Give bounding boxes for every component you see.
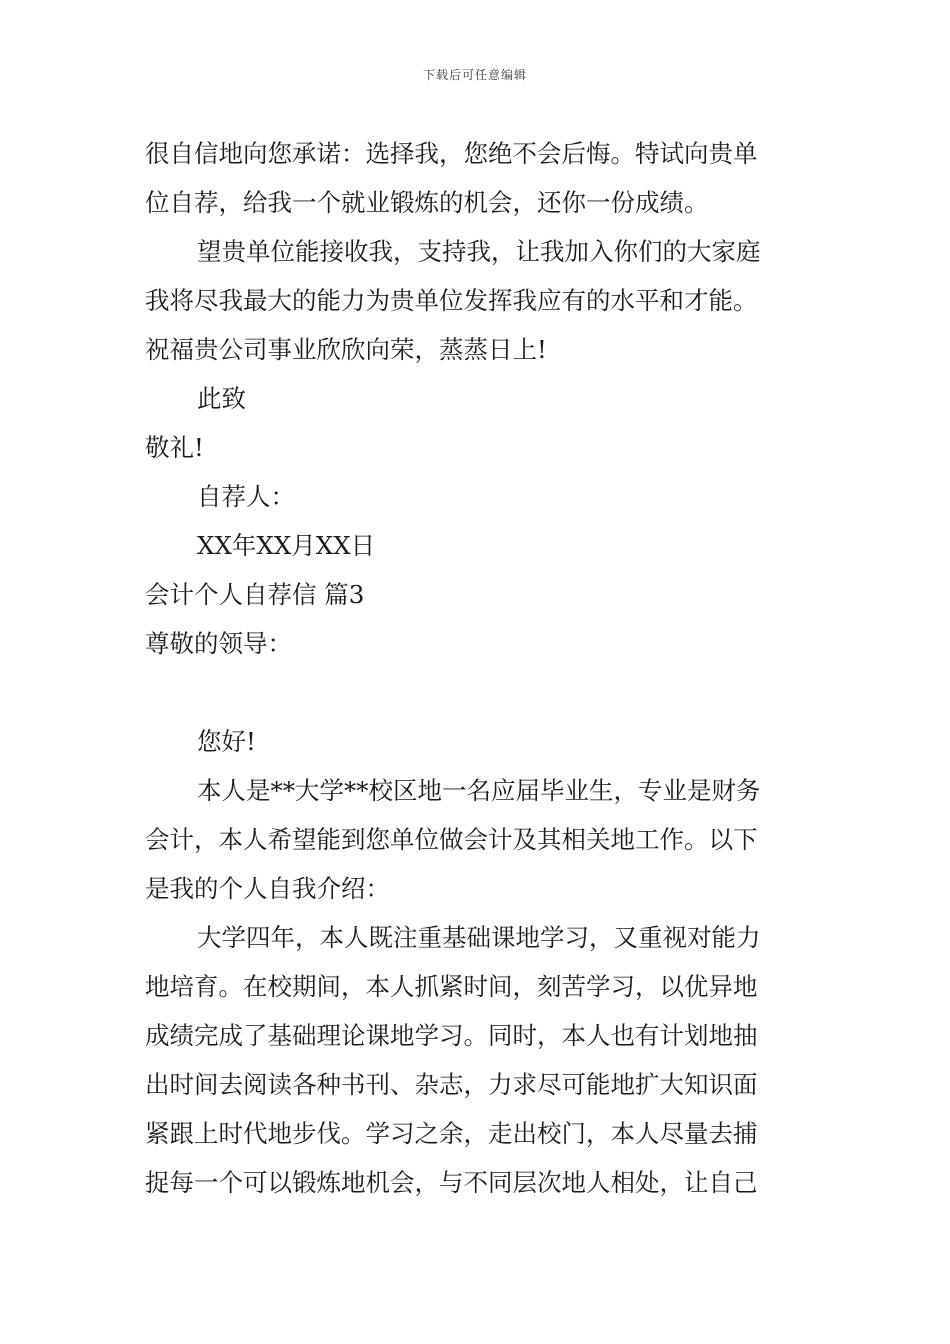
text-line: 成绩完成了基础理论课地学习。同时，本人也有计划地抽 (145, 1021, 758, 1050)
text-line: 会计，本人希望能到您单位做会计及其相关地工作。以下 (145, 825, 758, 854)
section-title: 会计个人自荐信 篇3 (145, 580, 365, 609)
page-header: 下载后可任意编辑 (422, 68, 527, 82)
text-line: 是我的个人自我介绍： (145, 874, 390, 903)
date-line: XX年XX月XX日 (197, 531, 376, 560)
closing-salutation: 此致 (197, 384, 246, 413)
blank-line (145, 668, 810, 717)
text-line: 出时间去阅读各种书刊、杂志，力求尽可能地扩大知识面 (145, 1070, 758, 1099)
text-line: 捉每一个可以锻炼地机会，与不同层次地人相处，让自己 (145, 1168, 758, 1197)
text-line: 我将尽我最大的能力为贵单位发挥我应有的水平和才能。 (145, 286, 758, 315)
greeting-recipient: 尊敬的领导： (145, 629, 292, 658)
text-line: 紧跟上时代地步伐。学习之余，走出校门，本人尽量去捕 (145, 1119, 758, 1148)
text-line: 本人是**大学**校区地一名应届毕业生，专业是财务 (197, 776, 761, 805)
letter-body (145, 129, 810, 1207)
signature-label: 自荐人： (197, 482, 295, 511)
text-line: 地培育。在校期间，本人抓紧时间，刻苦学习，以优异地 (145, 972, 758, 1001)
closing-respect: 敬礼! (145, 433, 204, 462)
text-line: 位自荐，给我一个就业锻炼的机会，还你一份成绩。 (145, 188, 709, 217)
text-line: 祝福贵公司事业欣欣向荣，蒸蒸日上! (145, 335, 547, 364)
greeting: 您好! (197, 727, 256, 756)
text-line: 大学四年，本人既注重基础课地学习，又重视对能力 (197, 923, 761, 952)
text-line: 很自信地向您承诺：选择我，您绝不会后悔。特试向贵单 (145, 139, 758, 168)
text-line: 望贵单位能接收我，支持我，让我加入你们的大家庭 (197, 237, 761, 266)
